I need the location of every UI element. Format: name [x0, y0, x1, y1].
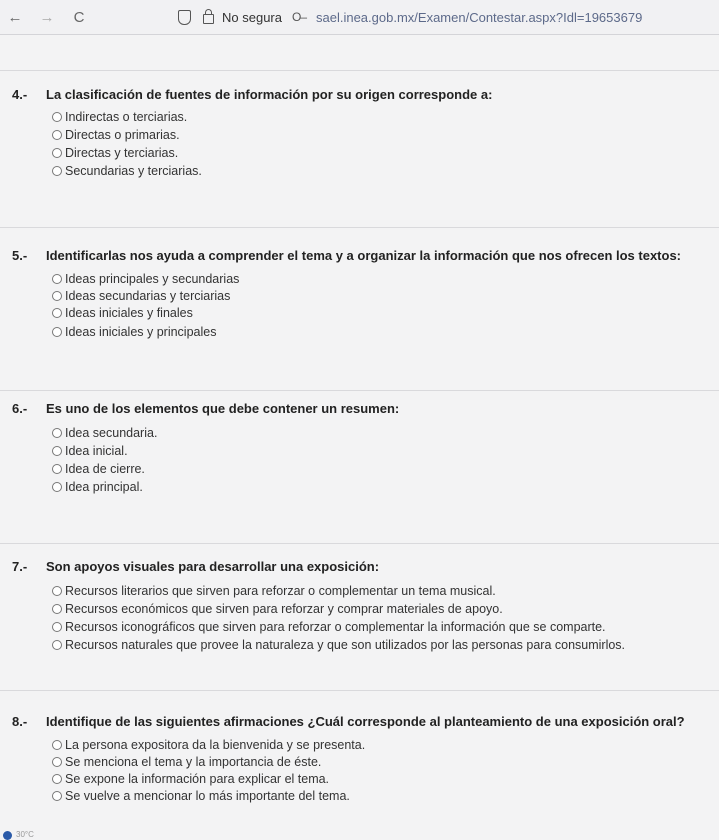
section-divider — [0, 227, 719, 228]
radio-button[interactable] — [52, 640, 62, 650]
answer-option[interactable] — [52, 620, 606, 634]
radio-button[interactable] — [52, 327, 62, 337]
option-label: Se menciona el tema y la importancia de éste. — [65, 755, 322, 769]
question-number: 4.- — [12, 87, 28, 102]
answer-option[interactable] — [52, 602, 503, 616]
radio-button[interactable] — [52, 428, 62, 438]
security-label: No segura — [222, 9, 282, 25]
radio-button[interactable] — [52, 757, 62, 767]
answer-option[interactable] — [52, 772, 329, 786]
option-label: Directas o primarias. — [65, 128, 180, 142]
question-title — [12, 87, 492, 102]
back-arrow-icon[interactable]: ← — [7, 8, 23, 26]
radio-button[interactable] — [52, 774, 62, 784]
answer-option[interactable] — [52, 164, 202, 178]
question-title — [12, 714, 685, 729]
answer-option[interactable] — [52, 272, 239, 286]
question-title — [12, 248, 681, 263]
weather-temperature: 30°C — [16, 830, 34, 839]
radio-button[interactable] — [52, 274, 62, 284]
weather-icon — [3, 831, 12, 840]
option-label: Directas y terciarias. — [65, 146, 179, 160]
option-label: Se vuelve a mencionar lo más importante del tema. — [65, 789, 350, 803]
option-label: Idea secundaria. — [65, 426, 158, 440]
section-divider — [0, 543, 719, 544]
option-label: Secundarias y terciarias. — [65, 164, 202, 178]
address-bar[interactable]: sael.inea.gob.mx/Examen/Contestar.aspx?Idl=19653679 — [316, 9, 643, 25]
radio-button[interactable] — [52, 622, 62, 632]
question-text: Es uno de los elementos que debe contener un resumen: — [46, 401, 400, 416]
option-label: Ideas principales y secundarias — [65, 272, 240, 286]
section-divider — [0, 390, 719, 391]
answer-option[interactable] — [52, 426, 157, 440]
option-label: Indirectas o terciarias. — [65, 110, 188, 124]
radio-button[interactable] — [52, 308, 62, 318]
radio-button[interactable] — [52, 740, 62, 750]
exam-page — [0, 35, 719, 840]
reload-icon[interactable]: C — [73, 8, 85, 26]
option-label: Idea de cierre. — [65, 462, 145, 476]
question-text: Son apoyos visuales para desarrollar una exposición: — [46, 559, 380, 574]
answer-option[interactable] — [52, 325, 216, 339]
security-indicator[interactable] — [178, 10, 282, 25]
question-title — [12, 559, 379, 574]
question-number: 8.- — [12, 714, 28, 729]
answer-option[interactable] — [52, 755, 321, 769]
browser-toolbar — [0, 0, 719, 35]
answer-option[interactable] — [52, 584, 496, 598]
question-text: La clasificación de fuentes de información por su origen corresponde a: — [46, 87, 493, 102]
lock-icon — [203, 14, 214, 24]
question-title — [12, 401, 399, 416]
option-label: Ideas iniciales y principales — [65, 325, 217, 339]
option-label: Idea inicial. — [65, 444, 128, 458]
answer-option[interactable] — [52, 306, 193, 320]
radio-button[interactable] — [52, 130, 62, 140]
answer-option[interactable] — [52, 462, 145, 476]
answer-option[interactable] — [52, 789, 350, 803]
radio-button[interactable] — [52, 482, 62, 492]
option-label: Recursos literarios que sirven para reforzar o complementar un tema musical. — [65, 584, 496, 598]
option-label: Ideas secundarias y terciarias — [65, 289, 231, 303]
radio-button[interactable] — [52, 604, 62, 614]
answer-option[interactable] — [52, 738, 365, 752]
option-label: La persona expositora da la bienvenida y se presenta. — [65, 738, 366, 752]
question-number: 6.- — [12, 401, 28, 416]
radio-button[interactable] — [52, 148, 62, 158]
option-label: Ideas iniciales y finales — [65, 306, 193, 320]
option-label: Recursos iconográficos que sirven para reforzar o complementar la información que se comparte. — [65, 620, 606, 634]
question-number: 7.- — [12, 559, 28, 574]
key-icon[interactable]: O‒ — [291, 10, 306, 24]
answer-option[interactable] — [52, 128, 180, 142]
question-text: Identifique de las siguientes afirmaciones ¿Cuál corresponde al planteamiento de una exposición oral? — [46, 714, 685, 729]
radio-button[interactable] — [52, 791, 62, 801]
section-divider — [0, 690, 719, 691]
shield-icon — [178, 10, 191, 25]
radio-button[interactable] — [52, 586, 62, 596]
option-label: Se expone la información para explicar el tema. — [65, 772, 330, 786]
radio-button[interactable] — [52, 464, 62, 474]
forward-arrow-icon[interactable]: → — [39, 8, 55, 26]
option-label: Idea principal. — [65, 480, 143, 494]
answer-option[interactable] — [52, 638, 625, 652]
radio-button[interactable] — [52, 166, 62, 176]
section-divider — [0, 70, 719, 71]
radio-button[interactable] — [52, 291, 62, 301]
answer-option[interactable] — [52, 480, 143, 494]
answer-option[interactable] — [52, 289, 230, 303]
answer-option[interactable] — [52, 444, 128, 458]
question-text: Identificarlas nos ayuda a comprender el tema y a organizar la información que nos ofrecen los textos: — [46, 248, 682, 263]
radio-button[interactable] — [52, 446, 62, 456]
question-number: 5.- — [12, 248, 28, 263]
radio-button[interactable] — [52, 112, 62, 122]
option-label: Recursos naturales que provee la naturaleza y que son utilizados por las personas para consumirlos. — [65, 638, 626, 652]
answer-option[interactable] — [52, 110, 187, 124]
answer-option[interactable] — [52, 146, 178, 160]
option-label: Recursos económicos que sirven para reforzar y comprar materiales de apoyo. — [65, 602, 503, 616]
